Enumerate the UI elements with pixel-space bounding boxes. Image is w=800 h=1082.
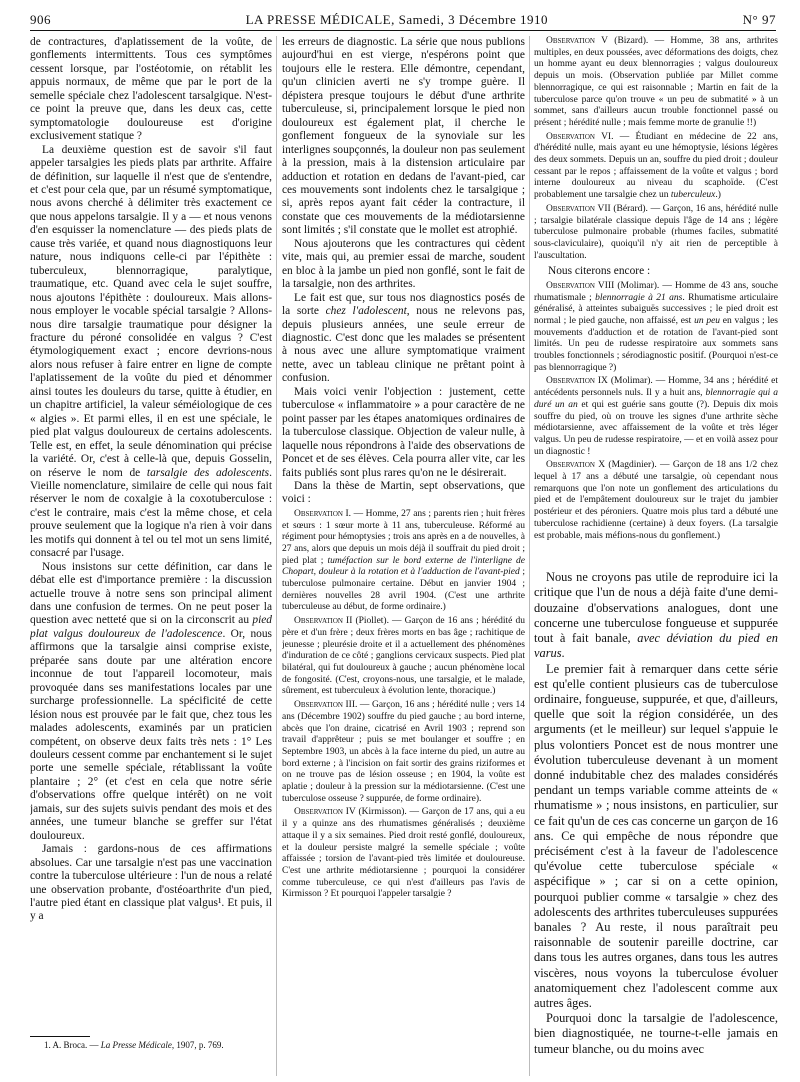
section-gap [534,542,778,570]
observation: Observation VII (Bérard). — Garçon, 16 ans, hérédité nulle ; tarsalgie bilatérale classique depuis l'âge de 14 ans ; légère tuberculose pulmonaire probable (rhumes faciles, submatité sous-claviculaire), quoiqu'il n'y ait rien de perceptible à l'auscultation. [534,203,778,261]
issue-number: N° 97 [742,12,776,27]
paragraph: Dans la thèse de Martin, sept observations, que voici : [282,479,525,506]
paragraph: Mais voici venir l'objection : justement, cette tuberculose « inflammatoire » a pour caractère de ne point passer par les étapes anatomiques ordinaires de la tuberculose classique. Objection de valeur nulle, à laquelle nous répondrons à l'aide des observations de Poncet et de ses élèves. Cela pourra aller vite, car les faits publiés sont plus rares qu'on ne le désirerait. [282,385,525,479]
paragraph: Nous insistons sur cette définition, car dans le débat elle est d'importance première : la discussion actuelle trouve à notre sens son principal aliment dans une confusion de termes. On ne peut poser la question avec netteté que si on la circonscrit au pied plat valgus douloureux de l'adolescence. Or, nous affirmons que la tarsalgie ainsi comprise existe, préparée sans doute par une altération encore inconnue de tout l'appareil locomoteur, mais provoquée dans ses manifestations locales par une surcharge professionnelle. La spécificité de cette lésion nous est prouvée par le fait que, chez tous les malades adolescents, examinés par un praticien compétent, on observe deux faits très nets : 1° Les douleurs cessent comme par enchantement si le sujet porte une semelle spéciale, rétablissant la voûte plantaire ; 2° (et c'est en cela que notre série d'observations offre quelque intérêt) on ne voit jamais, sur des sujets suivis pendant des mois et des années, une tumeur blanche se greffer sur l'état douloureux. [30,560,272,842]
paragraph: Jamais : gardons-nous de ces affirmations absolues. Car une tarsalgie n'est pas une vaccination contre la tuberculose ultérieure : l'un de nous a relaté une observation probante, d'ostéoarthrite d'un pied, l'autre pied étant en classique plat valgus¹. Et puis, il y a [30,843,272,923]
column-divider-1 [276,36,277,1076]
observation: Observation VIII (Molimar). — Homme de 43 ans, souche rhumatismale ; blennorragie à 21 ans. Rhumatisme articulaire généralisé, à atteintes subaiguës successives ; le pied droit est normal ; le pied gauche, non affaissé, est un peu en valgus ; les mouvements d'adduction et de rotation de l'avant-pied sont limités. Un peu de rudesse respiratoire aux sommets sans troubles fonctionnels ; sérodiagnostic positif. (Pourquoi n'est-ce pas blennorragique ?) [534,280,778,373]
paragraph: Nous ajouterons que les contractures qui cèdent vite, mais qui, au premier essai de marche, soudent en bloc à la jambe un pied non gonflé, sont le fait de la tarsalgie, non des arthrites. [282,237,525,291]
footnote: 1. A. Broca. — La Presse Médicale, 1907, p. 769. [44,1040,224,1050]
paragraph: La deuxième question est de savoir s'il faut appeler tarsalgies les pieds plats par arthrite. Affaire de définition, sur laquelle il n'est que de s'entendre, et c'est pour cela que, par un résumé symptomatique, nous avons cherché à délimiter très exactement ce que nous appelons tarsalgie. Il y a — et nous venons d'en esquisser la nomenclature — des pieds plats de cause très variée, et quand nous diagnostiquons leur nature, nous indiquons celle-ci par l'épithète : tuberculeux, blennorragique, paralytique, traumatique, etc. Quand avec cela le sujet souffre, nous ajoutons l'épithète : douloureux. Mais allons-nous employer le vocable spécial tarsalgie ? Allons-nous dire tarsalgie traumatique pour désigner la fracture du péroné consolidée en valgus ? C'est étymologiquement exact ; encore devrions-nous alors nous refuser à faire entrer en ligne de compte l'aplatissement de la voûte du pied et dénommer ainsi toutes les douleurs du tarse, quitte à étudier, en un chapitre artificiel, la valeur séméiologique de ces « algies ». Et parmi elles, il en est une spéciale, le pied plat valgus douloureux de certains adolescents. Telle est, en effet, la seule dénomination qui précise la variété. Or, c'est à celle-là que, depuis Gosselin, on réserve le nom de tarsalgie des adolescents. Vieille nomenclature, similaire de celle qui nous fait réserver le nom de coxalgie à la coxotuberculose : c'est le contraire, mais c'est la même chose, et cela prouve seulement que la logique n'a rien à voir dans les motifs qui donnent à tel ou tel mot un sens limité, consacré par l'usage. [30,143,272,560]
paragraph: Nous ne croyons pas utile de reproduire ici la critique que l'un de nous a déjà faite d'une demi-douzaine d'observations analogues, dont une concerne une tuberculose fongueuse et suppurée tout à fait banale, avec déviation du pied en varus. [534,570,778,661]
header-rule [30,30,776,31]
observation: Observation IX (Molimar). — Homme, 34 ans ; hérédité et antécédents personnels nuls. Il y a huit ans, blennorragie qui a duré un an et qui est guérie sans goutte (?). Depuis dix mois souffre du pied, où on trouve les signes d'une arthrite sèche médiotarsienne, avec affaissement de la voûte et très léger valgus. Un peu de rudesse respiratoire, — et en voilà assez pour un diagnostic ! [534,376,778,457]
observation: Observation IV (Kirmisson). — Garçon de 17 ans, qui a eu il y a quinze ans des rhumatismes généralisés ; deuxième attaque il y a six semaines. Pied droit resté gonflé, douloureux, et la douleur persiste malgré la semelle spéciale ; voûte affaissée ; torsion de l'avant-pied très limitée et douloureuse. C'est une arthrite médiotarsienne ; pourquoi la considérer comme tuberculeuse, ce qui n'est d'ailleurs pas l'avis de Kirmisson ? Et pourquoi l'appeler tarsalgie ? [282,807,525,900]
observation: Observation X (Magdinier). — Garçon de 18 ans 1/2 chez lequel à 17 ans a débuté une tarsalgie, où cependant nous remarquons que l'on note un gonflement des articulations du pied et de l'empâtement douloureux sur le trajet du jambier postérieur et des péroniers. Quatre mois plus tard a débuté une tuberculose rachidienne (certaine) à deux foyers. (La tarsalgie est probable, mais méfions-nous du gonflement.) [534,460,778,541]
journal-title: LA PRESSE MÉDICALE, Samedi, 3 Décembre 1910 [245,12,549,27]
column-divider-2 [529,36,530,1076]
column-1 [30,36,272,924]
observation: Observation II (Piollet). — Garçon de 16 ans ; hérédité du père et d'un frère ; deux frères morts en bas âge ; rachitique de jeunesse ; pleurésie droite et il a actuellement des phénomènes d'induration de ce côté ; ganglions cervicaux suspects. Pied plat bilatéral, qui fut douloureux à gauche ; aucun phénomène local de fongosité. (C'est, croyons-nous, une tarsalgie, et le malade, sûrement, est tuberculeux à évolution lente, thoracique.) [282,616,525,697]
paragraph: Le fait est que, sur tous nos diagnostics posés de la sorte chez l'adolescent, nous ne relevons pas, depuis plusieurs années, une seule erreur de diagnostic. C'est donc que les malades se présentent à nous avec une allure symptomatique vraiment nette, avec un tableau clinique ne prêtant point à confusion. [282,291,525,385]
page-header [30,8,776,28]
column-2 [282,36,525,901]
column-3 [534,36,778,1057]
paragraph: Le premier fait à remarquer dans cette série est qu'elle contient plusieurs cas de tuberculose ordinaire, fongueuse, suppurée, et que, d'ailleurs, quelle que soit la région considérée, un des arguments (et le meilleur) sur lequel s'appuie le plus volontiers Poncet est de nous montrer une évolution tuberculeuse devenant à un moment donné indubitable chez des malades considérés pendant un temps variable comme atteints de « rhumatisme » ; nous insistons, en particulier, sur ce fait qu'un de ces cas concerne un garçon de 16 ans. Ce qui empêche de nous répondre que précisément c'est à la faveur de l'adolescence qu'évolue cette tuberculose spéciale « aspécifique » ; car si on a cette opinion, pourquoi publier comme « tarsalgie » chez des adolescents des arthrites tuberculeuses suppurées banales ? Au reste, il nous paraîtrait peu raisonnable de soutenir pareille doctrine, car dans tous les autres organes, dans tous les autres viscères, nous voyons la tuberculose évoluer anatomiquement chez l'adolescent comme aux autres âges. [534,661,778,1010]
paragraph: Pourquoi donc la tarsalgie de l'adolescence, bien diagnostiquée, ne tourne-t-elle jamais en tumeur blanche, ou du moins avec [534,1011,778,1056]
paragraph: de contractures, d'aplatissement de la voûte, de gonflements intermittents. Tous ces symptômes cessent lorsque, par l'ostéotomie, on rétablit les appuis normaux, de même que par le port de la semelle spéciale chez l'adolescent tarsalgique. N'est-ce point la preuve que, dans les deux cas, cette symptomatologie douloureuse est d'origine exclusivement statique ? [30,36,272,143]
footnote-rule [30,1036,90,1037]
paragraph: les erreurs de diagnostic. La série que nous publions aujourd'hui en est vierge, n'espérons point que toujours elle le restera. Elle démontre, cependant, qu'un clinicien averti ne s'y trompe guère. Il dépistera presque toujours le début d'une arthrite tuberculeuse, si, principalement lorsque le pied non douloureux est également plat, il cherche le gonflement fongueux de la synoviale sur les interlignes soupçonnés, la douleur non pas seulement à la pression, mais à la distension articulaire par adduction et rotation en dedans de l'avant-pied, car ces mouvements sont indolents chez le tarsalgique ; si, après repos ayant fait céder la contracture, il constate que ces mouvements de la médiotarsienne sont limités ; s'il constate que le mollet est atrophié. [282,36,525,237]
observation: Observation I. — Homme, 27 ans ; parents rien ; huit frères et sœurs : 1 sœur morte à 11 ans, tuberculeuse. Réformé au régiment pour hémoptysies ; trois ans après en a de nouvelles, à 27 ans, alors que depuis un mois déjà il souffrait du pied droit ; pied plat ; tuméfaction sur le bord externe de l'interligne de Chopart, douleur à la rotation et à l'adduction de l'avant-pied ; tuberculose pulmonaire certaine. Début en janvier 1904 ; dernières nouvelles 28 avril 1904. (C'est une arthrite tuberculeuse au début, de forme ordinaire.) [282,508,525,613]
section-lead: Nous citerons encore : [548,265,651,278]
page-number: 906 [30,12,51,27]
observation: Observation VI. — Étudiant en médecine de 22 ans, d'hérédité nulle, mais ayant eu une hémoptysie, lésions légères des deux sommets. Depuis un an, souffre du pied droit ; douleur cessant par le repos ; affaissement de la voûte et valgus ; bord interne douloureux au niveau du scaphoïde. (C'est probablement une tarsalgie chez un tuberculeux.) [534,131,778,201]
observation: Observation III. — Garçon, 16 ans ; hérédité nulle ; vers 14 ans (Décembre 1902) souffre du pied gauche ; au bord interne, abcès que l'on draine, cicatrisé en Avril 1903 ; reprend son travail d'apprêteur ; puis se met boulanger et souffre ; en Septembre 1903, un abcès à la face interne du pied, un autre au bord externe ; à l'incision on fait sortir des grains riziformes et on ne trouve pas de lésion osseuse ; en 1904, la voûte est aplatie ; douleur à la pression sur la médiotarsienne. (C'est une tuberculose osseuse ? suppurée, de forme ordinaire). [282,700,525,804]
observation: Observation V (Bizard). — Homme, 38 ans, arthrites multiples, en deux poussées, avec déformations des doigts, chez un homme ayant eu deux blennorragies ; valgus douloureux depuis un mois. (Observation publiée par Millet comme blennorragique, ce qui est raisonnable ; Martin en fait de la tuberculose parce qu'on trouve « un peu de submatité » à un sommet, sans d'ailleurs aucun trouble fonctionnel passé ou présent ; hérédité nulle ; mais femme morte de granulie !!) [534,36,778,128]
